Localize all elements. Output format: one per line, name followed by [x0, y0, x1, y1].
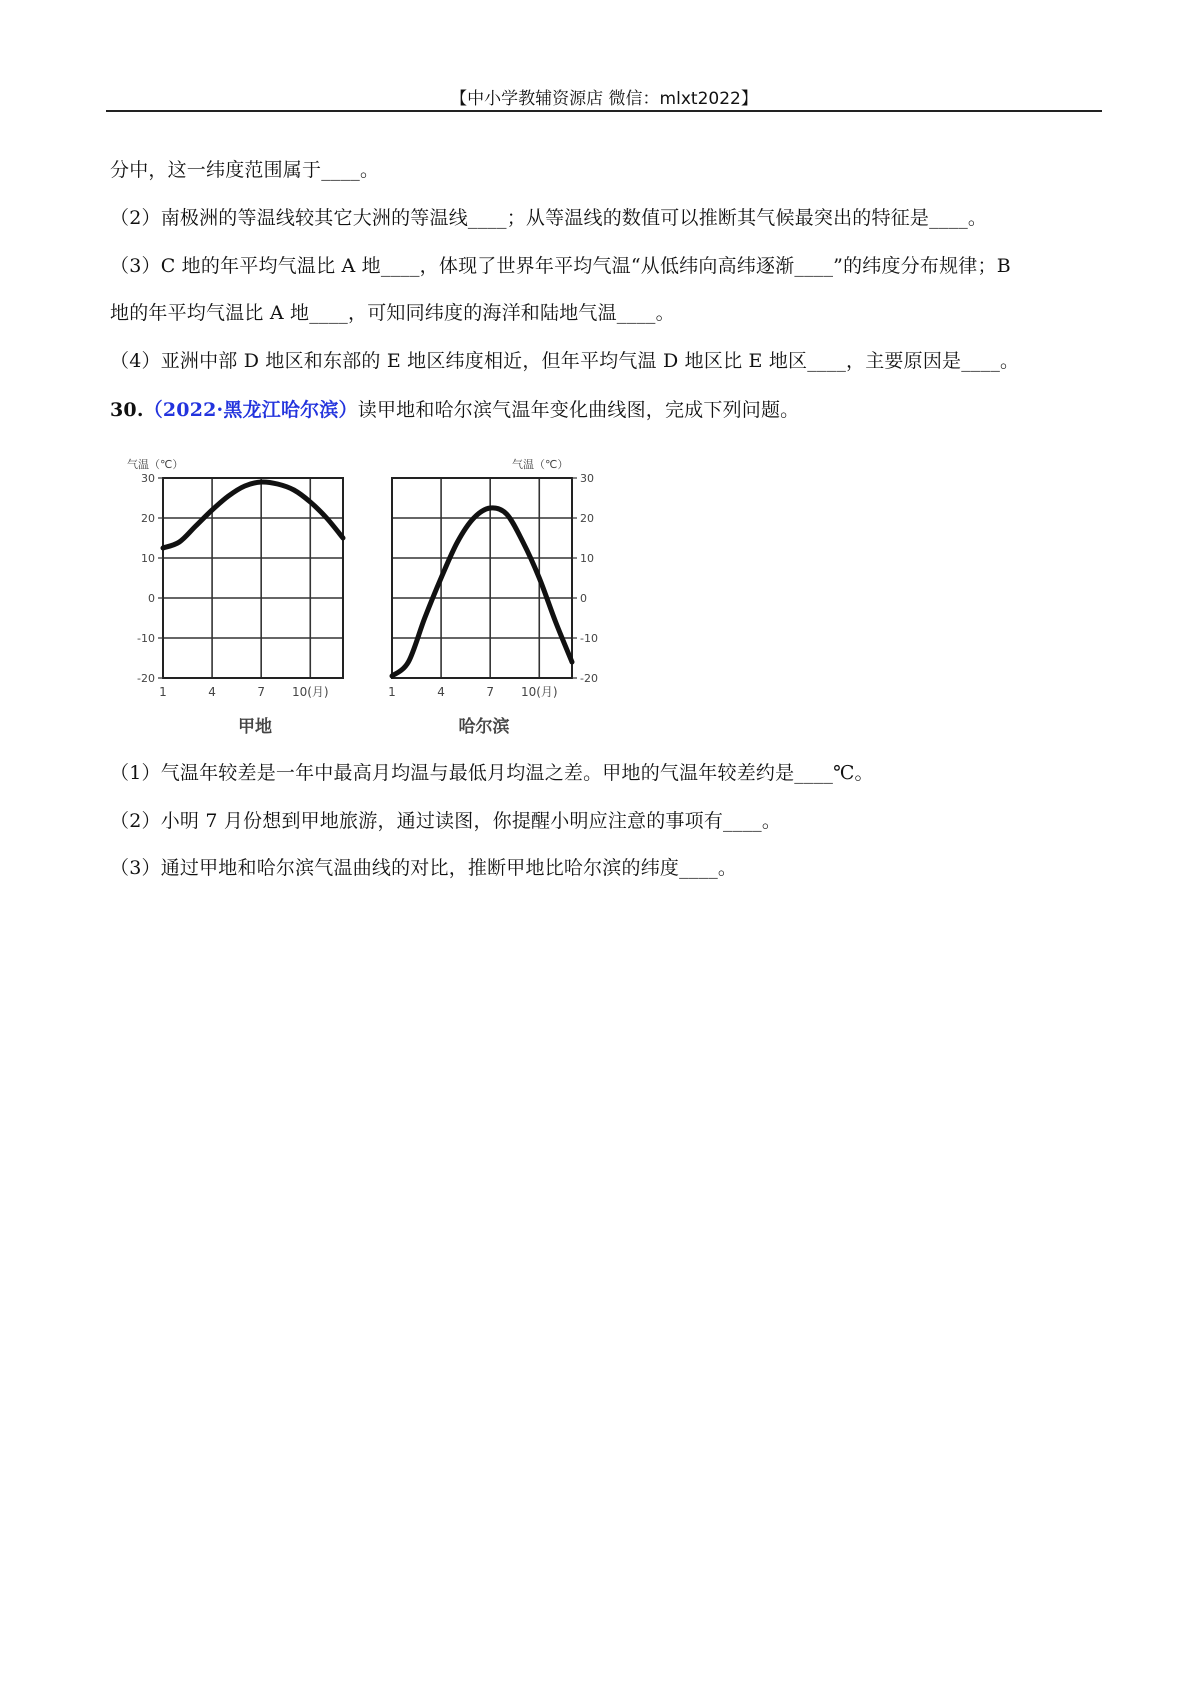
charts-svg: [118, 448, 638, 748]
x-tick-label: 4: [437, 685, 445, 699]
chart-title: 甲地: [238, 717, 272, 737]
y-tick-label: 20: [580, 512, 594, 525]
x-tick-label: 1: [388, 685, 396, 699]
temperature-curve: [392, 508, 572, 676]
question-source-link[interactable]: （2022·黑龙江哈尔滨）: [143, 399, 358, 421]
x-tick-label: 1: [159, 685, 167, 699]
text-line-5: （4）亚洲中部 D 地区和东部的 E 地区纬度相近，但年平均气温 D 地区比 E 地区____，主要原因是____。: [110, 350, 1020, 372]
y-tick-label: -20: [137, 672, 155, 685]
y-tick-label: -10: [137, 632, 155, 645]
y-axis-label: 气温（℃）: [512, 458, 569, 471]
temperature-curve: [163, 482, 343, 548]
question-30: [110, 395, 799, 422]
x-tick-label: 4: [208, 685, 216, 699]
x-tick-label: 7: [257, 685, 266, 699]
x-tick-label: 10(月): [520, 685, 558, 699]
y-tick-label: 10: [141, 552, 155, 565]
y-tick-label: 20: [141, 512, 155, 525]
sub-question-1: （1）气温年较差是一年中最高月均温与最低月均温之差。甲地的气温年较差约是____℃。: [110, 762, 874, 784]
x-tick-label: 10(月): [291, 685, 329, 699]
x-tick-label: 7: [486, 685, 495, 699]
y-tick-label: 30: [580, 472, 594, 485]
y-tick-label: -10: [580, 632, 598, 645]
question-text: 读甲地和哈尔滨气温年变化曲线图，完成下列问题。: [357, 399, 800, 421]
text-line-1: 分中，这一纬度范围属于____。: [110, 159, 380, 181]
plot-frame: [392, 478, 572, 678]
temperature-charts: [118, 448, 638, 748]
y-tick-label: 0: [580, 592, 587, 605]
sub-question-2: （2）小明 7 月份想到甲地旅游，通过读图，你提醒小明应注意的事项有____。: [110, 810, 782, 832]
text-line-4: 地的年平均气温比 A 地____，可知同纬度的海洋和陆地气温____。: [110, 302, 675, 324]
y-tick-label: 30: [141, 472, 155, 485]
chart-title: 哈尔滨: [458, 717, 510, 737]
y-tick-label: 0: [148, 592, 155, 605]
question-number: 30.: [110, 399, 144, 421]
y-axis-label: 气温（℃）: [127, 458, 184, 471]
text-line-3: （3）C 地的年平均气温比 A 地____，体现了世界年平均气温“从低纬向高纬逐渐____”的纬度分布规律；B: [110, 255, 1011, 277]
text-line-2: （2）南极洲的等温线较其它大洲的等温线____；从等温线的数值可以推断其气候最突出的特征是____。: [110, 207, 988, 229]
header-divider: [106, 110, 1102, 112]
sub-question-3: （3）通过甲地和哈尔滨气温曲线的对比，推断甲地比哈尔滨的纬度____。: [110, 857, 738, 879]
y-tick-label: -20: [580, 672, 598, 685]
page-header: 【中小学教辅资源店 微信：mlxt2022】: [450, 89, 758, 109]
y-tick-label: 10: [580, 552, 594, 565]
